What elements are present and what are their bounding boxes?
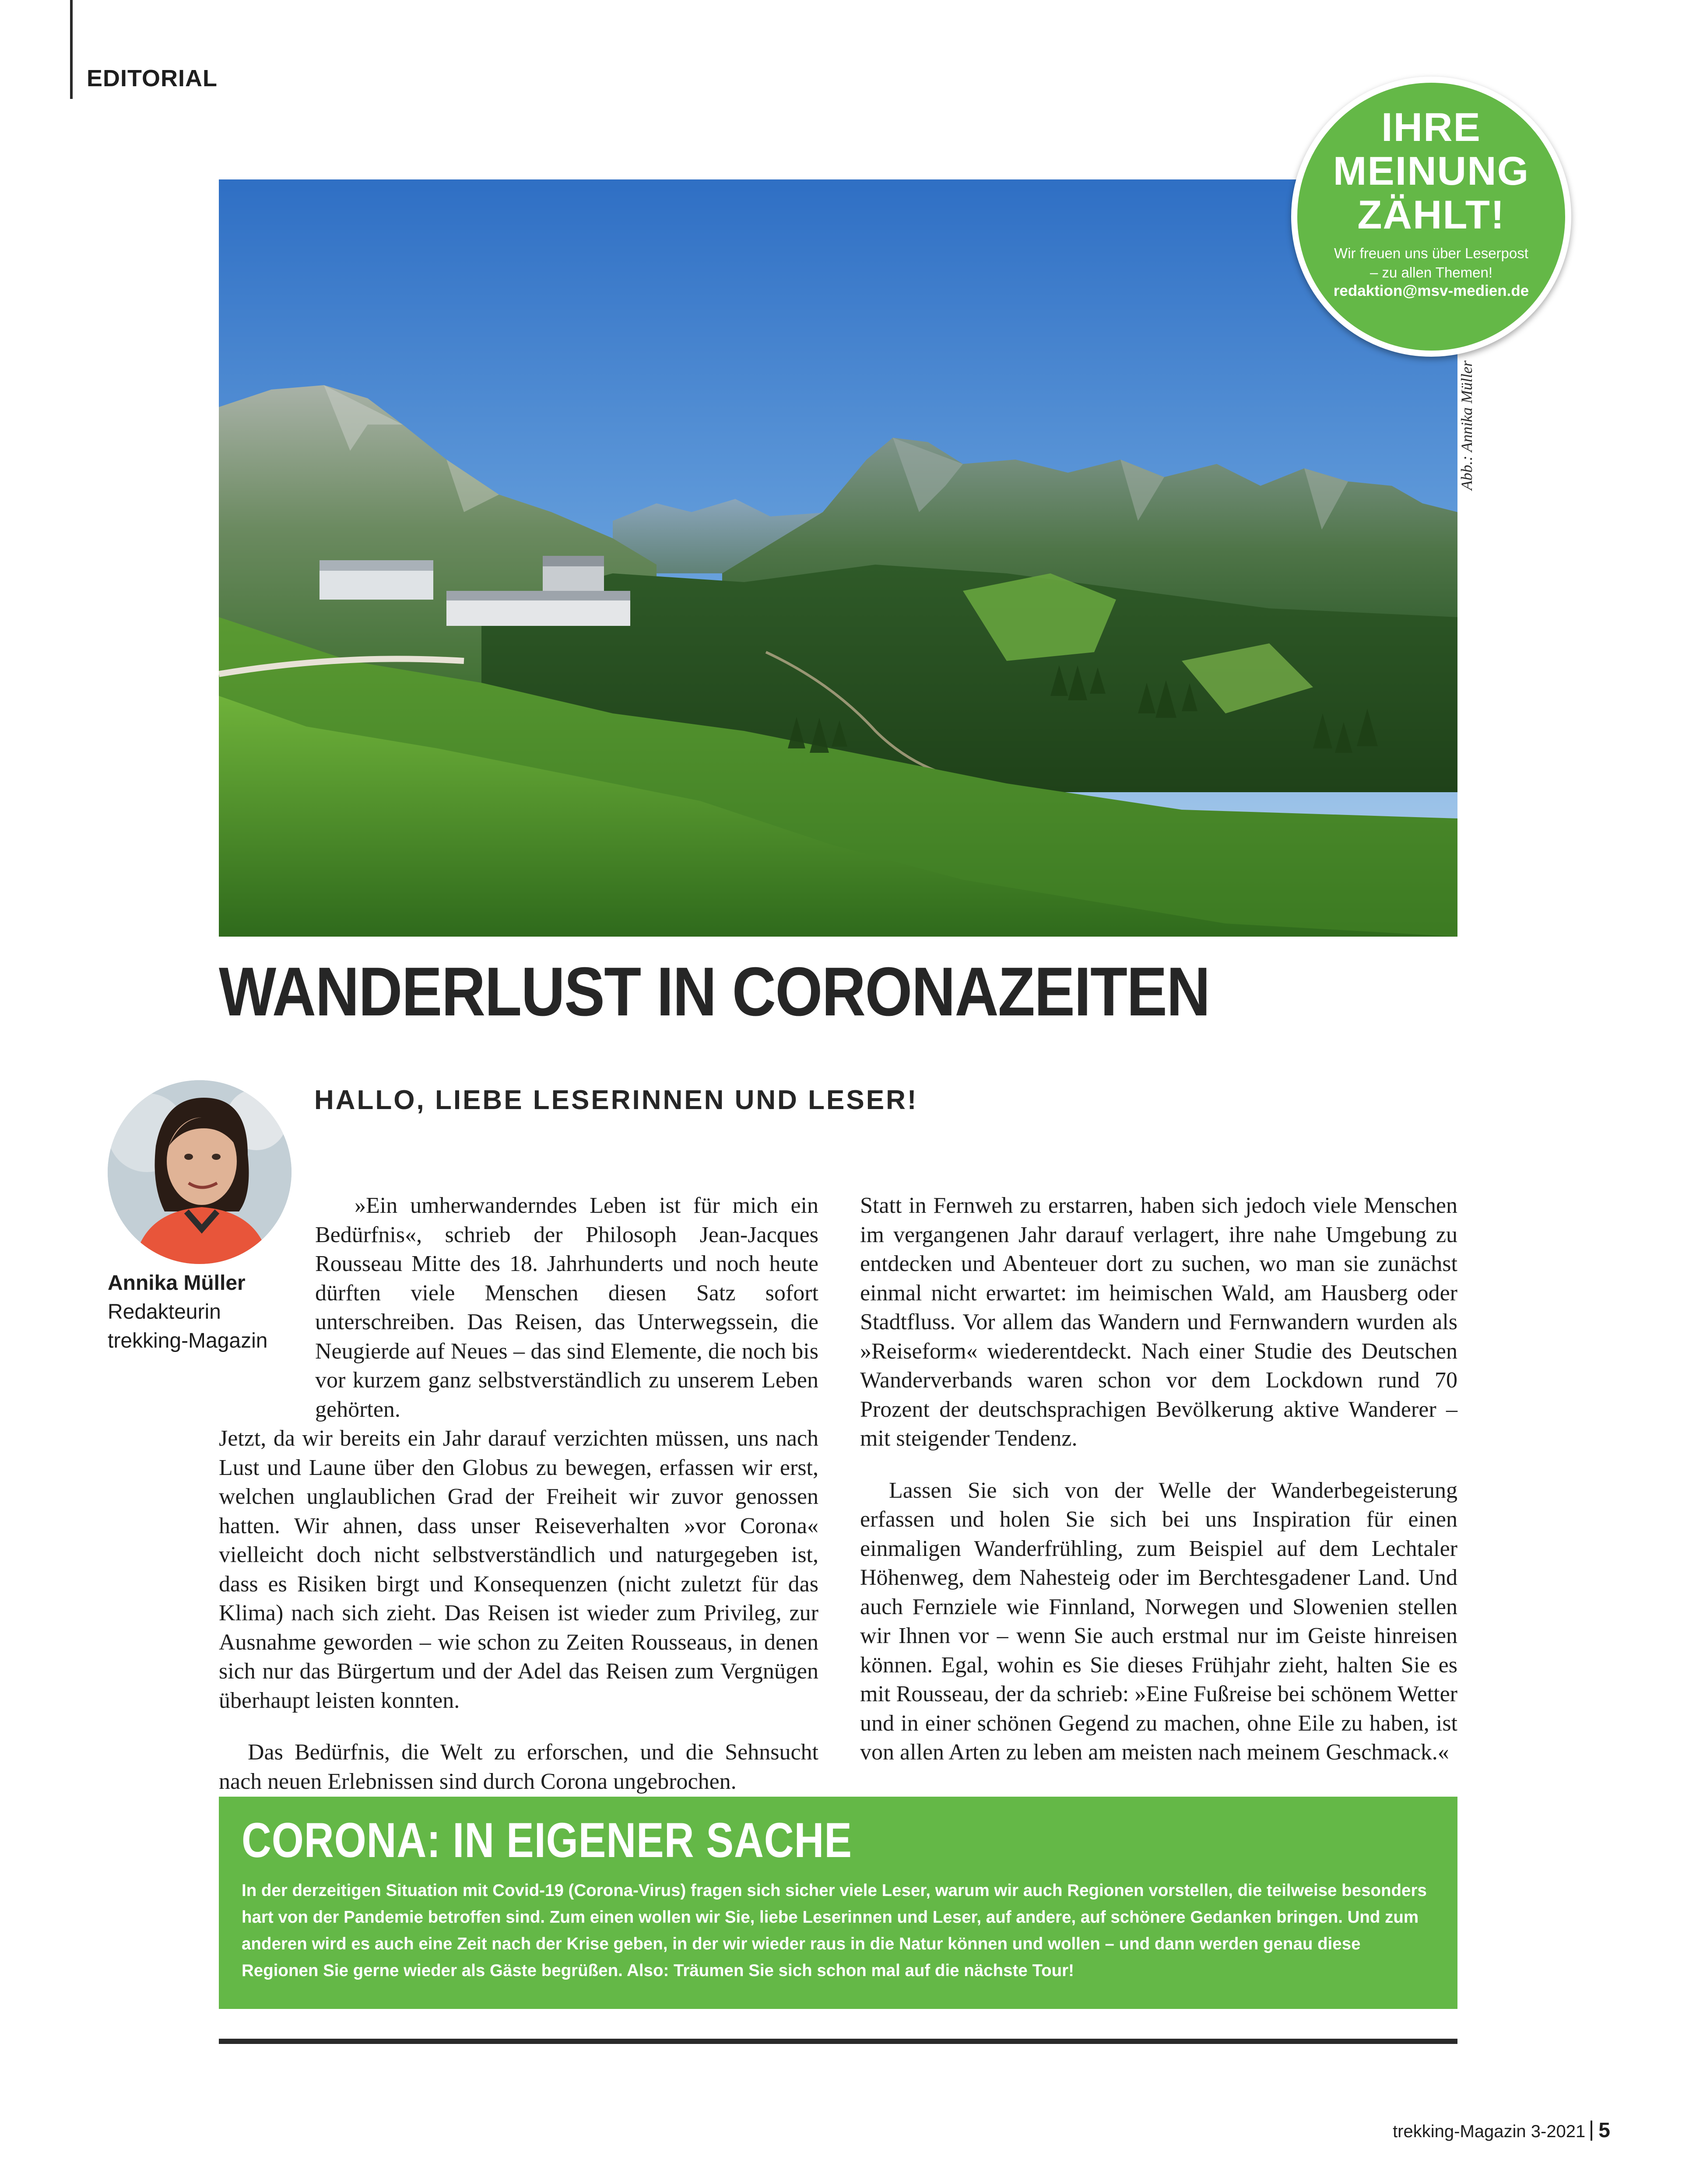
- page-number: 5: [1598, 2119, 1610, 2142]
- avatar: [108, 1080, 291, 1264]
- badge-title-line: MEINUNG: [1333, 149, 1530, 193]
- author-portrait-image: [108, 1080, 291, 1264]
- section-label: EDITORIAL: [87, 65, 218, 91]
- article-column-right: [860, 1169, 1457, 1790]
- article-paragraph: Lassen Sie sich von der Welle der Wanderbegeisterung erfassen und holen Sie sich bei uns Inspiration für einen einmaligen Wanderfrühling, zum Beispiel auf dem Lechtaler Höhenweg, dem Nahesteig oder im Berchtesgadener Land. Und auch Fernziele wie Finnland, Norwegen und Slowenien stellen wir Ihnen vor – wenn Sie auch erstmal nur im Geiste hinreisen können. Egal, wohin es Sie dieses Frühjahr zieht, halten Sie es mit Rousseau, der da schrieb: »Eine Fußreise bei schönem Wetter und in einer schönen Gegend zu machen, ohne Eile zu haben, ist von allen Arten zu leben am meisten nach meinem Geschmack.«: [860, 1478, 1457, 1765]
- notice-text: In der derzeitigen Situation mit Covid-19 (Corona-Virus) fragen sich sicher viele Leser, warum wir auch Regionen vorstellen, die teilweise besonders hart von der Pandemie betroffen sind. Zum einen wollen wir Sie, liebe Leserinnen und Leser, auf andere, auf schönere Gedanken bringen. Und zum anderen wird es auch eine Zeit nach der Krise geben, in der wir wieder raus in die Natur können und wollen – und dann werden genau diese Regionen Sie gerne wieder als Gäste begrüßen. Also: Träumen Sie sich schon mal auf die nächste Tour!: [242, 1881, 1427, 1980]
- page-title: WANDERLUST IN CORONAZEITEN: [219, 953, 1210, 1030]
- bottom-divider: [219, 2039, 1457, 2044]
- notice-title: CORONA: IN EIGENER SACHE: [242, 1813, 852, 1868]
- author-role: Redakteurin: [108, 1300, 221, 1324]
- subheadline: HALLO, LIEBE LESERINNEN UND LESER!: [314, 1085, 918, 1115]
- photo-credit: Abb.: Annika Müller: [1458, 360, 1475, 490]
- badge-title-line: IHRE: [1381, 105, 1481, 150]
- reader-feedback-badge: [1291, 77, 1571, 357]
- page-footer: [1393, 2118, 1610, 2142]
- article-paragraph: Das Bedürfnis, die Welt zu erforschen, und die Sehnsucht nach neuen Erlebnissen sind durch Corona ungebrochen.: [219, 1740, 818, 1794]
- article-paragraph: Jetzt, da wir bereits ein Jahr darauf verzichten müssen, uns nach Lust und Laune über den Globus zu bewegen, erfassen wir erst, welchen unglaublichen Grad der Freiheit wir zuvor genossen hatten. Wir ahnen, dass unser Reiseverhalten »vor Corona« vielleicht doch nicht selbstverständlich und naturgegeben ist, dass es Risiken birgt und Konsequenzen (nicht zuletzt für das Klima) nach sich zieht. Das Reisen ist wieder zum Privileg, zur Ausnahme geworden – wie schon zu Zeiten Rousseaus, in denen sich nur das Bürgertum und der Adel das Reisen zum Vergnügen überhaupt leisten konnten.: [219, 1426, 818, 1713]
- badge-email[interactable]: redaktion@msv-medien.de: [1333, 282, 1529, 299]
- header-rule: [70, 0, 73, 99]
- badge-text: [1315, 244, 1548, 282]
- author-publication: trekking-Magazin: [108, 1329, 268, 1352]
- article-column-left-bottom: [219, 1401, 818, 1819]
- badge-text-line: – zu allen Themen!: [1369, 264, 1493, 281]
- badge-title: [1315, 105, 1548, 237]
- badge-text-line: Wir freuen uns über Leserpost: [1334, 245, 1528, 261]
- footer-separator: [1591, 2121, 1592, 2141]
- article-paragraph: »Ein umherwanderndes Leben ist für mich ein Bedürfnis«, schrieb der Philosoph Jean-Jacques Rousseau Mitte des 18. Jahrhunderts und noch heute dürften viele Menschen diesen Satz sofort unterschreiben. Das Reisen, das Unterwegssein, die Neugierde auf Neues – das sind Elemente, die noch bis vor kurzem ganz selbstverständlich zu unserem Leben gehörten.: [315, 1193, 818, 1422]
- hero-photo: [219, 179, 1457, 937]
- badge-title-line: ZÄHLT!: [1357, 193, 1505, 237]
- footer-magazine: trekking-Magazin 3-2021: [1393, 2122, 1586, 2141]
- article-paragraph: Statt in Fernweh zu erstarren, haben sich jedoch viele Menschen im vergangenen Jahr darauf verlagert, ihre nahe Umgebung zu entdecken und Abenteuer dort zu suchen, wo man sie zunächst einmal nicht erwartet: im heimischen Wald, am Hausberg oder Stadtfluss. Vor allem das Wandern und Fernwandern wurden als »Reiseform« wiederentdeckt. Nach einer Studie des Deutschen Wanderverbands waren schon vor dem Lockdown rund 70 Prozent der deutschsprachigen Bevölkerung aktive Wanderer – mit steigender Tendenz.: [860, 1193, 1457, 1451]
- author-name: Annika Müller: [108, 1271, 246, 1295]
- corona-notice-box: [219, 1797, 1457, 2009]
- mountain-landscape-image: [219, 179, 1457, 937]
